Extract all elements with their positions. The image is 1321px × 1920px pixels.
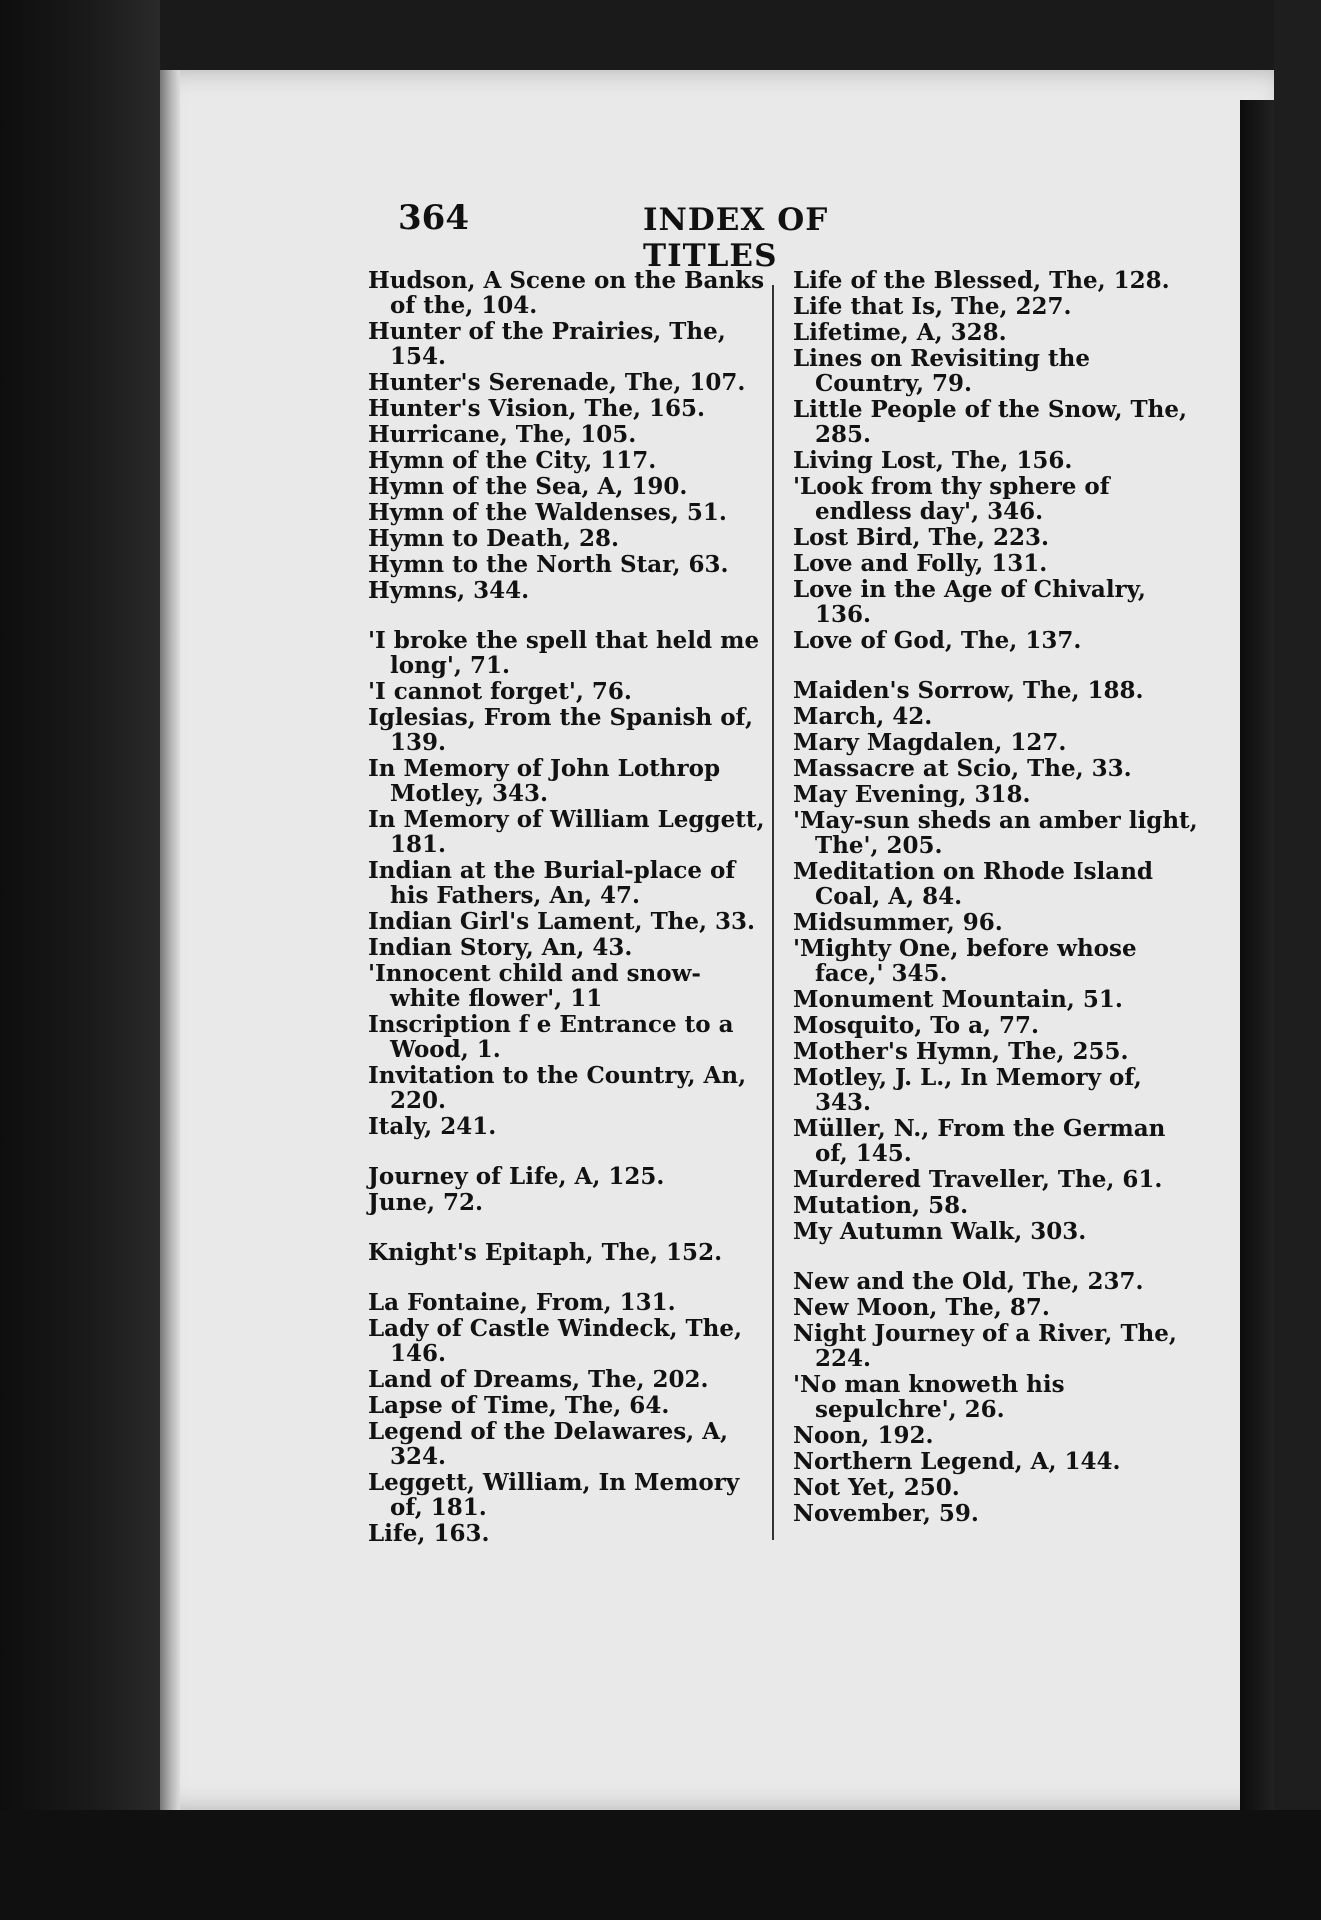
index-entry: Life that Is, The, 227. bbox=[793, 293, 1072, 320]
index-entry: Meditation on Rhode Island Coal, A, 84. bbox=[793, 858, 1153, 910]
index-entry: Maiden's Sorrow, The, 188. bbox=[793, 677, 1144, 704]
index-entry: Müller, N., From the German of, 145. bbox=[793, 1115, 1166, 1167]
index-entry: In Memory of William Leggett, 181. bbox=[368, 806, 765, 858]
index-entry: New Moon, The, 87. bbox=[793, 1294, 1050, 1321]
index-entry: 'Look from thy sphere of endless day', 346. bbox=[793, 473, 1110, 525]
index-entry: June, 72. bbox=[368, 1189, 483, 1216]
index-entry: 'No man knoweth his sepulchre', 26. bbox=[793, 1371, 1065, 1423]
index-entry: Hymn to Death, 28. bbox=[368, 525, 619, 552]
index-entry: Hudson, A Scene on the Banks of the, 104. bbox=[368, 267, 765, 319]
index-entry: Mutation, 58. bbox=[793, 1192, 969, 1219]
index-entry: Hymn of the Sea, A, 190. bbox=[368, 473, 688, 500]
index-entry: My Autumn Walk, 303. bbox=[793, 1218, 1087, 1245]
index-entry: Love in the Age of Chivalry, 136. bbox=[793, 576, 1146, 628]
index-entry: Living Lost, The, 156. bbox=[793, 447, 1073, 474]
index-entry: 'I broke the spell that held me long', 71. bbox=[368, 627, 760, 679]
scan-bottom-border bbox=[0, 1810, 1321, 1920]
index-entry: 'I cannot forget', 76. bbox=[368, 678, 632, 705]
index-entry: Hymn of the City, 117. bbox=[368, 447, 657, 474]
index-entry: Life, 163. bbox=[368, 1520, 490, 1547]
page-right-edge bbox=[1240, 100, 1274, 1820]
index-entry: May Evening, 318. bbox=[793, 781, 1031, 808]
index-entry: La Fontaine, From, 131. bbox=[368, 1289, 676, 1316]
index-entry: Indian Girl's Lament, The, 33. bbox=[368, 908, 756, 935]
index-entry: Mosquito, To a, 77. bbox=[793, 1012, 1040, 1039]
index-entry: Invitation to the Country, An, 220. bbox=[368, 1062, 747, 1114]
index-entry: Inscription f e Entrance to a Wood, 1. bbox=[368, 1011, 734, 1063]
index-entry: Legend of the Delawares, A, 324. bbox=[368, 1418, 729, 1470]
index-entry: Lost Bird, The, 223. bbox=[793, 524, 1049, 551]
page-title: INDEX OF TITLES bbox=[643, 202, 829, 274]
page-number: 364 bbox=[398, 198, 469, 238]
index-entry: Knight's Epitaph, The, 152. bbox=[368, 1239, 723, 1266]
scan-left-border bbox=[0, 0, 160, 1920]
index-entry: November, 59. bbox=[793, 1500, 979, 1527]
index-column-right bbox=[793, 268, 1198, 1527]
index-entry: 'Innocent child and snow-white flower', 11 bbox=[368, 960, 701, 1012]
index-entry: Northern Legend, A, 144. bbox=[793, 1448, 1121, 1475]
index-entry: New and the Old, The, 237. bbox=[793, 1268, 1144, 1295]
index-entry: Hymns, 344. bbox=[368, 577, 530, 604]
index-entry: Murdered Traveller, The, 61. bbox=[793, 1166, 1163, 1193]
index-entry: Iglesias, From the Spanish of, 139. bbox=[368, 704, 753, 756]
scan-right-border bbox=[1274, 0, 1321, 1920]
index-entry: Life of the Blessed, The, 128. bbox=[793, 267, 1170, 294]
section-gap bbox=[793, 654, 1198, 678]
section-gap bbox=[368, 1140, 768, 1164]
index-entry: Hunter's Vision, The, 165. bbox=[368, 395, 705, 422]
index-entry: Mary Magdalen, 127. bbox=[793, 729, 1067, 756]
index-entry: Hymn to the North Star, 63. bbox=[368, 551, 729, 578]
index-entry: Leggett, William, In Memory of, 181. bbox=[368, 1469, 740, 1521]
index-entry: Italy, 241. bbox=[368, 1113, 497, 1140]
index-entry: Lady of Castle Windeck, The, 146. bbox=[368, 1315, 742, 1367]
index-entry: Hurricane, The, 105. bbox=[368, 421, 637, 448]
index-entry: Not Yet, 250. bbox=[793, 1474, 960, 1501]
index-entry: Indian at the Burial-place of his Fathers, An, 47. bbox=[368, 857, 736, 909]
index-entry: Journey of Life, A, 125. bbox=[368, 1163, 665, 1190]
section-gap bbox=[793, 1245, 1198, 1269]
index-entry: 'Mighty One, before whose face,' 345. bbox=[793, 935, 1137, 987]
index-entry: In Memory of John Lothrop Motley, 343. bbox=[368, 755, 721, 807]
index-entry: Land of Dreams, The, 202. bbox=[368, 1366, 709, 1393]
index-entry: Midsummer, 96. bbox=[793, 909, 1003, 936]
index-entry: Monument Mountain, 51. bbox=[793, 986, 1123, 1013]
index-entry: Noon, 192. bbox=[793, 1422, 934, 1449]
index-entry: March, 42. bbox=[793, 703, 933, 730]
index-entry: Night Journey of a River, The, 224. bbox=[793, 1320, 1177, 1372]
index-entry: Lifetime, A, 328. bbox=[793, 319, 1007, 346]
section-gap bbox=[368, 604, 768, 628]
index-entry: Mother's Hymn, The, 255. bbox=[793, 1038, 1129, 1065]
index-entry: Indian Story, An, 43. bbox=[368, 934, 633, 961]
column-divider bbox=[772, 285, 774, 1540]
index-entry: Love of God, The, 137. bbox=[793, 627, 1082, 654]
index-entry: Motley, J. L., In Memory of, 343. bbox=[793, 1064, 1142, 1116]
index-entry: Lapse of Time, The, 64. bbox=[368, 1392, 670, 1419]
page-binding-edge bbox=[160, 70, 180, 1810]
index-entry: Lines on Revisiting the Country, 79. bbox=[793, 345, 1090, 397]
index-entry: Hunter of the Prairies, The, 154. bbox=[368, 318, 726, 370]
index-entry: Massacre at Scio, The, 33. bbox=[793, 755, 1132, 782]
index-entry: Hymn of the Waldenses, 51. bbox=[368, 499, 727, 526]
section-gap bbox=[368, 1266, 768, 1290]
section-gap bbox=[368, 1216, 768, 1240]
index-entry: 'May-sun sheds an amber light, The', 205. bbox=[793, 807, 1198, 859]
index-entry: Love and Folly, 131. bbox=[793, 550, 1048, 577]
index-column-left bbox=[368, 268, 768, 1547]
index-entry: Hunter's Serenade, The, 107. bbox=[368, 369, 746, 396]
index-entry: Little People of the Snow, The, 285. bbox=[793, 396, 1187, 448]
page-header bbox=[398, 198, 958, 274]
